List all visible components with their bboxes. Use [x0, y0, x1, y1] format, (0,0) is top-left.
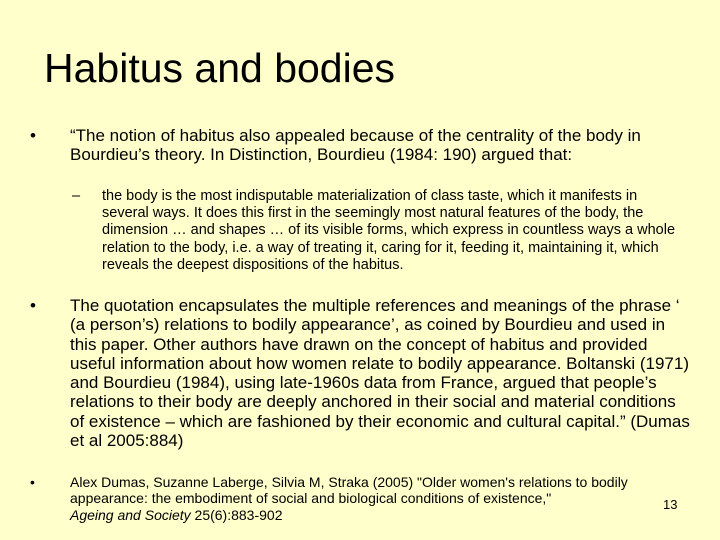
- bullet-quotation-encapsulates: [30, 296, 690, 450]
- slide-title: Habitus and bodies: [44, 45, 396, 91]
- sub-bullet-text: the body is the most indisputable materialization of class taste, which it manifests in several ways. It does this first in the seemingly most natural features of the body, the dimension … and shapes … of its visible forms, which express in countless ways a whole relation to the body, i.e. a way of treating it, caring for it, feeding it, maintaining it, which reveals the deepest dispositions of the habitus.: [102, 188, 676, 273]
- bullet-notion-of-habitus: [30, 126, 680, 164]
- bullet-citation: [30, 474, 670, 523]
- bullet-text: “The notion of habitus also appealed because of the centrality of the body in Bourdieu’s theory. In Distinction, Bourdieu (1984: 190) argued that:: [70, 126, 641, 164]
- bullet-marker: •: [30, 474, 35, 490]
- citation-text: [70, 474, 670, 523]
- page-number: 13: [663, 497, 678, 512]
- citation-volume: 25(6):883-902: [194, 506, 283, 523]
- sub-bullet-bourdieu-quote: [72, 188, 684, 274]
- citation-journal: Ageing and Society: [70, 506, 191, 523]
- citation-authors-title: Alex Dumas, Suzanne Laberge, Silvia M, Straka (2005) "Older women's relations to bodily appearance: the embodiment of social and biological conditions of existence,": [70, 474, 628, 507]
- bullet-text: The quotation encapsulates the multiple references and meanings of the phrase ‘ (a person’s) relations to bodily appearance’, as coined by Bourdieu and used in this paper. Other authors have drawn on the concept of habitus and provided useful information about how women relate to bodily appearance. Boltanski (1971) and Bourdieu (1984), using late-1960s data from France, argued that people’s relations to their body are deeply anchored in their social and material conditions of existence – which are fashioned by their economic and cultural capital.” (Dumas et al 2005:884): [70, 296, 690, 451]
- sub-bullet-marker: –: [72, 188, 81, 204]
- bullet-marker: •: [30, 126, 36, 145]
- bullet-marker: •: [30, 296, 36, 315]
